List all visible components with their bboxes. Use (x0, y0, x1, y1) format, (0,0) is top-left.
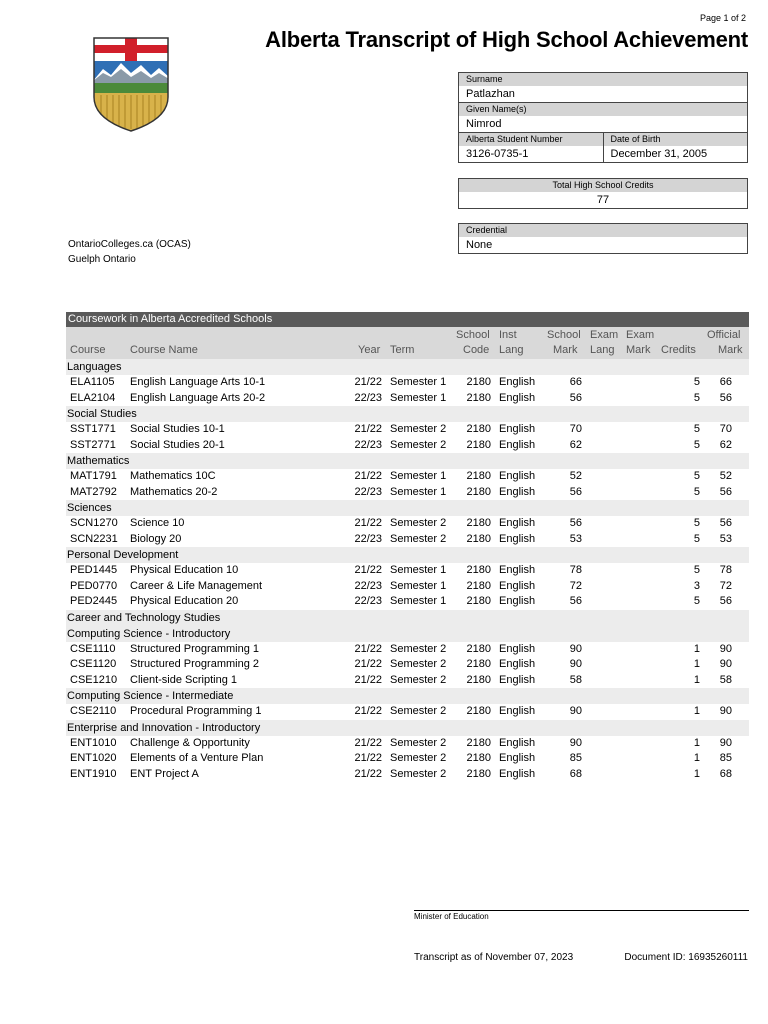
instruction-language: English (499, 532, 536, 545)
credential-label: Credential (459, 224, 747, 237)
instruction-language: English (499, 767, 536, 780)
school-code: 2180 (466, 642, 491, 655)
official-mark: 66 (719, 376, 732, 388)
course-credits: 5 (693, 376, 700, 388)
category-heading: Sciences (66, 500, 749, 516)
course-year: 21/22 (354, 673, 382, 686)
table-row (66, 736, 749, 752)
course-term: Semester 2 (390, 532, 447, 545)
header-official-mark-2: Mark (718, 344, 743, 356)
student-number-label: Alberta Student Number (459, 133, 603, 146)
header-credits: Credits (661, 344, 696, 356)
instruction-language: English (499, 752, 536, 764)
category-heading: Computing Science - Intermediate (66, 688, 749, 704)
instruction-language: English (499, 470, 536, 482)
course-credits: 1 (693, 705, 700, 717)
course-credits: 5 (693, 595, 700, 607)
course-year: 21/22 (354, 658, 382, 670)
table-row (66, 375, 749, 391)
credential-box (458, 223, 748, 254)
instruction-language: English (499, 705, 536, 717)
category-heading: Mathematics (66, 453, 749, 469)
table-row (66, 751, 749, 767)
given-name-label: Given Name(s) (459, 103, 747, 116)
school-code: 2180 (466, 564, 491, 576)
table-row (66, 469, 749, 485)
school-mark: 56 (569, 517, 582, 529)
document-id: Document ID: 16935260111 (624, 952, 748, 963)
student-number-value: 3126-0735-1 (466, 148, 529, 160)
course-credits: 5 (693, 517, 700, 529)
school-code: 2180 (466, 579, 491, 592)
course-credits: 5 (693, 391, 700, 404)
header-school-mark-1: School (547, 329, 581, 341)
course-name: Social Studies 10-1 (130, 423, 225, 435)
school-mark: 68 (569, 767, 582, 780)
course-code: CSE2110 (70, 705, 117, 717)
coursework-table-header (66, 327, 749, 359)
course-year: 21/22 (354, 752, 382, 764)
course-code: PED1445 (70, 564, 118, 576)
school-code: 2180 (466, 736, 491, 749)
course-name: ENT Project A (130, 767, 199, 780)
surname-value: Patlazhan (459, 86, 747, 103)
course-name: Procedural Programming 1 (130, 705, 262, 717)
total-credits-label: Total High School Credits (459, 179, 747, 192)
coursework-table (66, 312, 749, 782)
category-heading: Career and Technology Studies (66, 610, 749, 626)
course-year: 21/22 (354, 376, 382, 388)
official-mark: 52 (719, 470, 732, 482)
official-mark: 56 (719, 517, 732, 529)
instruction-language: English (499, 736, 536, 749)
official-mark: 58 (719, 673, 732, 686)
course-term: Semester 1 (390, 579, 447, 592)
school-mark: 58 (569, 673, 582, 686)
table-row (66, 485, 749, 501)
course-code: ENT1910 (70, 767, 117, 780)
official-mark: 72 (719, 579, 732, 592)
total-credits-value: 77 (596, 194, 610, 206)
credential-value: None (466, 239, 493, 251)
course-year: 21/22 (354, 705, 382, 717)
header-course-name: Course Name (130, 344, 198, 356)
course-credits: 5 (693, 485, 700, 498)
header-year: Year (358, 344, 381, 356)
table-row (66, 673, 749, 689)
course-term: Semester 1 (390, 564, 447, 576)
course-credits: 1 (693, 673, 700, 686)
header-exam-lang-1: Exam (590, 329, 619, 341)
page-title: Alberta Transcript of High School Achievement (265, 27, 748, 52)
alberta-coat-of-arms-icon (93, 37, 169, 132)
school-mark: 72 (569, 579, 582, 592)
school-code: 2180 (466, 532, 491, 545)
header-school-code-2: Code (463, 344, 490, 356)
header-official-mark-1: Official (707, 329, 741, 341)
table-row (66, 767, 749, 783)
course-term: Semester 2 (390, 423, 447, 435)
course-term: Semester 1 (390, 485, 447, 498)
course-name: Career & Life Management (130, 579, 263, 592)
instruction-language: English (499, 517, 536, 529)
course-credits: 1 (693, 752, 700, 764)
table-row (66, 563, 749, 579)
course-term: Semester 2 (390, 705, 447, 717)
instruction-language: English (499, 642, 536, 655)
course-credits: 5 (693, 438, 700, 451)
school-code: 2180 (466, 752, 491, 764)
school-mark: 56 (569, 595, 582, 607)
course-year: 21/22 (354, 642, 382, 655)
recipient-line-2: Guelph Ontario (68, 254, 136, 265)
table-row (66, 532, 749, 548)
course-term: Semester 2 (390, 752, 447, 764)
school-code: 2180 (466, 595, 491, 607)
course-code: CSE1120 (70, 658, 117, 670)
table-row (66, 422, 749, 438)
school-mark: 62 (569, 438, 582, 451)
instruction-language: English (499, 658, 536, 670)
category-heading: Enterprise and Innovation - Introductory (66, 720, 749, 736)
course-name: Physical Education 20 (130, 595, 239, 607)
school-code: 2180 (466, 517, 491, 529)
school-code: 2180 (466, 485, 491, 498)
course-year: 22/23 (354, 438, 382, 451)
course-year: 21/22 (354, 517, 382, 529)
student-info-box (458, 72, 748, 163)
official-mark: 90 (719, 642, 732, 655)
school-mark: 52 (569, 470, 582, 482)
course-code: ELA1105 (70, 376, 115, 388)
official-mark: 56 (719, 391, 732, 404)
course-year: 21/22 (354, 564, 382, 576)
course-credits: 5 (693, 564, 700, 576)
course-code: ELA2104 (70, 391, 116, 404)
course-code: PED2445 (70, 595, 118, 607)
school-mark: 56 (569, 485, 582, 498)
official-mark: 68 (719, 767, 732, 780)
school-mark: 90 (569, 736, 582, 749)
category-heading: Social Studies (66, 406, 749, 422)
given-name-value: Nimrod (459, 116, 747, 133)
recipient-line-1: OntarioColleges.ca (OCAS) (68, 239, 191, 250)
course-term: Semester 2 (390, 673, 447, 686)
course-year: 21/22 (354, 423, 382, 435)
course-code: SCN1270 (70, 517, 118, 529)
course-name: Science 10 (130, 517, 185, 529)
transcript-date: Transcript as of November 07, 2023 (414, 952, 574, 963)
official-mark: 62 (719, 438, 732, 451)
course-credits: 1 (693, 736, 700, 749)
instruction-language: English (499, 391, 536, 404)
official-mark: 56 (719, 485, 732, 498)
course-name: Challenge & Opportunity (130, 736, 250, 749)
category-heading: Languages (66, 359, 749, 375)
school-mark: 78 (569, 564, 582, 576)
table-row (66, 642, 749, 658)
instruction-language: English (499, 423, 536, 435)
instruction-language: English (499, 564, 536, 576)
course-name: Mathematics 20-2 (130, 485, 218, 498)
course-code: SST2771 (70, 438, 116, 451)
category-heading: Computing Science - Introductory (66, 626, 749, 642)
instruction-language: English (499, 579, 536, 592)
header-exam-mark-1: Exam (626, 329, 655, 341)
course-credits: 5 (693, 470, 700, 482)
course-credits: 1 (693, 642, 700, 655)
school-code: 2180 (466, 391, 491, 404)
official-mark: 85 (719, 752, 732, 764)
course-name: Structured Programming 1 (130, 642, 259, 655)
official-mark: 90 (719, 705, 732, 717)
course-term: Semester 1 (390, 470, 447, 482)
school-mark: 70 (569, 423, 582, 435)
course-year: 22/23 (354, 532, 382, 545)
total-credits-box (458, 178, 748, 209)
header-inst-lang-1: Inst (499, 329, 517, 341)
course-name: English Language Arts 10-1 (130, 376, 266, 388)
surname-label: Surname (459, 73, 747, 86)
course-code: SST1771 (70, 423, 116, 435)
school-code: 2180 (466, 767, 491, 780)
school-mark: 66 (569, 376, 582, 388)
table-row (66, 704, 749, 720)
school-code: 2180 (466, 705, 491, 717)
course-term: Semester 1 (390, 391, 447, 404)
header-course: Course (70, 344, 106, 356)
course-term: Semester 2 (390, 658, 447, 670)
coursework-table-title: Coursework in Alberta Accredited Schools (66, 312, 749, 327)
school-code: 2180 (466, 673, 491, 686)
date-of-birth-label: Date of Birth (604, 133, 748, 146)
course-code: MAT2792 (70, 485, 117, 498)
header-exam-lang-2: Lang (590, 344, 615, 356)
table-row (66, 391, 749, 407)
course-year: 21/22 (354, 736, 382, 749)
course-term: Semester 1 (390, 595, 447, 607)
official-mark: 56 (719, 595, 732, 607)
course-year: 21/22 (354, 767, 382, 780)
course-term: Semester 1 (390, 376, 447, 388)
official-mark: 70 (719, 423, 732, 435)
course-year: 22/23 (354, 485, 382, 498)
school-code: 2180 (466, 438, 491, 451)
header-school-code-1: School (456, 329, 490, 341)
course-code: CSE1110 (70, 642, 116, 655)
official-mark: 90 (719, 736, 732, 749)
header-term: Term (390, 344, 415, 356)
course-term: Semester 2 (390, 767, 447, 780)
school-code: 2180 (466, 470, 491, 482)
header-exam-mark-2: Mark (626, 344, 651, 356)
course-term: Semester 2 (390, 517, 447, 529)
course-code: CSE1210 (70, 673, 118, 686)
course-credits: 1 (693, 767, 700, 780)
official-mark: 78 (719, 564, 732, 576)
instruction-language: English (499, 595, 536, 607)
instruction-language: English (499, 376, 536, 388)
course-name: Client-side Scripting 1 (130, 673, 237, 686)
official-mark: 90 (719, 658, 732, 670)
course-term: Semester 2 (390, 438, 447, 451)
school-mark: 53 (569, 532, 582, 545)
school-mark: 90 (569, 705, 582, 717)
table-row (66, 594, 749, 610)
date-of-birth-value: December 31, 2005 (610, 148, 708, 160)
course-code: ENT1010 (70, 736, 117, 749)
course-name: Structured Programming 2 (130, 658, 259, 670)
school-mark: 56 (569, 391, 582, 404)
course-code: MAT1791 (70, 470, 117, 482)
course-credits: 5 (693, 532, 700, 545)
page-number: Page 1 of 2 (699, 13, 746, 23)
course-year: 22/23 (354, 595, 382, 607)
header-school-mark-2: Mark (553, 344, 578, 356)
recipient-address (68, 237, 191, 267)
school-mark: 90 (569, 658, 582, 670)
school-mark: 85 (569, 752, 582, 764)
course-year: 22/23 (354, 391, 382, 404)
official-mark: 53 (719, 532, 732, 545)
course-name: Physical Education 10 (130, 564, 239, 576)
school-mark: 90 (569, 642, 582, 655)
course-name: Mathematics 10C (130, 470, 216, 482)
course-name: Social Studies 20-1 (130, 438, 225, 451)
coursework-table-body (66, 359, 749, 782)
signature-label: Minister of Education (414, 912, 489, 921)
course-credits: 1 (693, 658, 700, 670)
table-row (66, 657, 749, 673)
course-name: Biology 20 (130, 532, 182, 545)
table-row (66, 438, 749, 454)
instruction-language: English (499, 673, 536, 686)
school-code: 2180 (466, 658, 491, 670)
course-term: Semester 2 (390, 642, 447, 655)
table-row (66, 516, 749, 532)
course-year: 22/23 (354, 579, 382, 592)
instruction-language: English (499, 485, 536, 498)
course-code: SCN2231 (70, 532, 118, 545)
course-credits: 3 (693, 579, 700, 592)
table-row (66, 579, 749, 595)
instruction-language: English (499, 438, 536, 451)
signature-line (414, 910, 749, 911)
category-heading: Personal Development (66, 547, 749, 563)
header-inst-lang-2: Lang (499, 344, 524, 356)
course-name: English Language Arts 20-2 (130, 391, 266, 404)
course-code: PED0770 (70, 579, 118, 592)
school-code: 2180 (466, 423, 491, 435)
course-term: Semester 2 (390, 736, 447, 749)
school-code: 2180 (466, 376, 491, 388)
course-name: Elements of a Venture Plan (130, 752, 264, 764)
course-code: ENT1020 (70, 752, 117, 764)
course-year: 21/22 (354, 470, 382, 482)
course-credits: 5 (693, 423, 700, 435)
